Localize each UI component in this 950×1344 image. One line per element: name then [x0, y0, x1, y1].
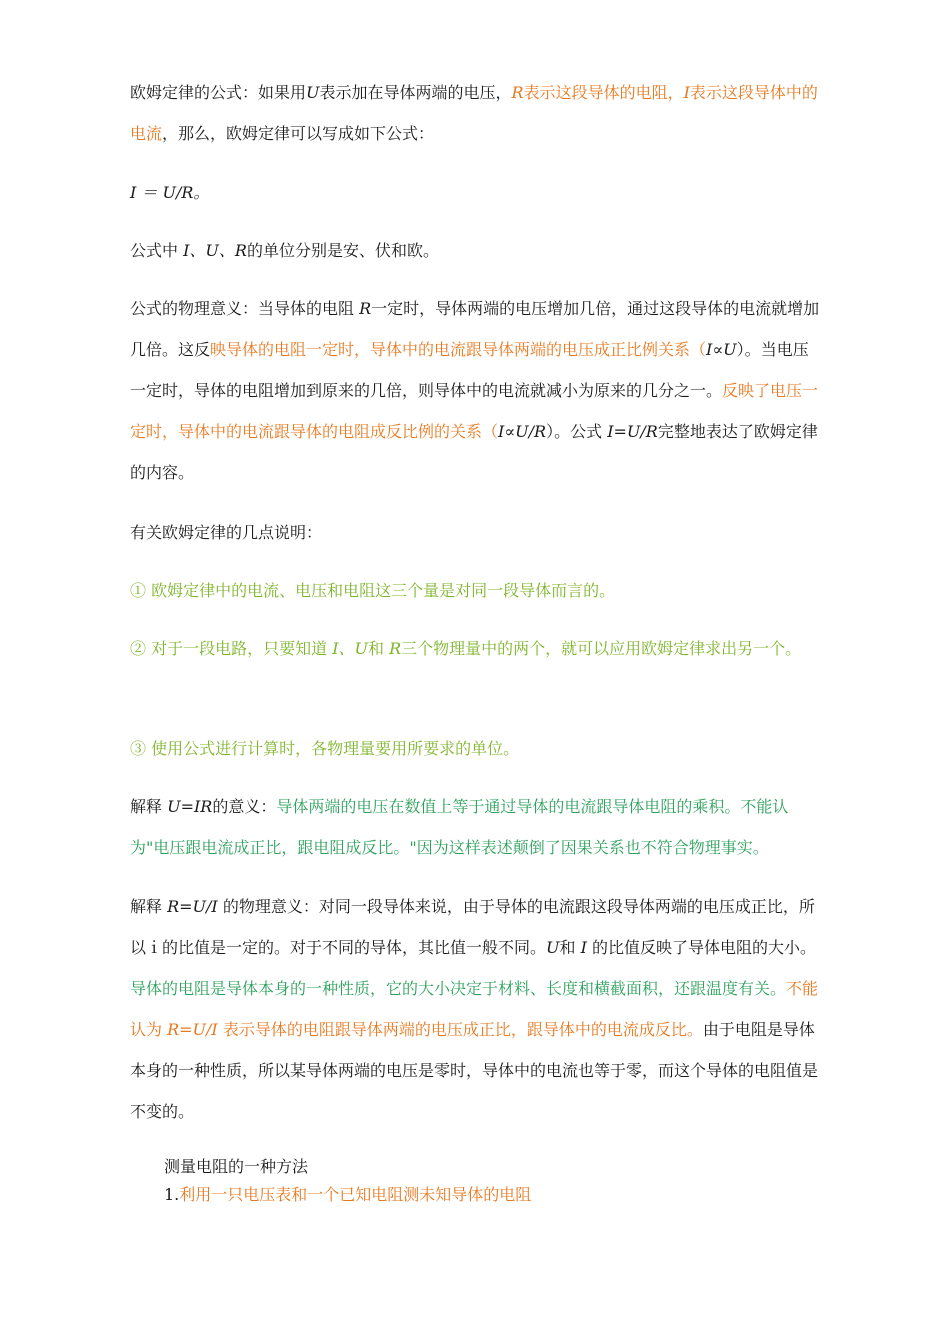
- method-item-1: 1.利用一只电压表和一个已知电阻测未知导体的电阻: [164, 1185, 532, 1204]
- explain-u-ir: 解释 U=IR的意义：导体两端的电压在数值上等于通过导体的电流跟导体电阻的乘积。不能认为"电压跟电流成正比，跟电阻成反比。"因为这样表述颠倒了因果关系也不符合物理事实。: [130, 797, 789, 857]
- explain-r-ui: 解释 R=U/I 的物理意义：对同一段导体来说，由于导体的电流跟这段导体两端的电压成正比，所以ｉ的比值是一定的。对于不同的导体，其比值一般不同。U和 I 的比值反映了导体电阻的大小。导体的电阻是导体本身的一种性质，它的大小决定于材料、长度和横截面积，还跟温度有关。不能认为 R=U/I 表示导体的电阻跟导体两端的电压成正比，跟导体中的电流成反比。由于电阻是导体本身的一种性质，所以某导体两端的电压是零时，导体中的电流也等于零，而这个导体的电阻值是不变的。: [130, 897, 819, 1121]
- note-2: ② 对于一段电路，只要知道 I、U和 R三个物理量中的两个，就可以应用欧姆定律求出另一个。: [130, 639, 802, 658]
- notes-title: 有关欧姆定律的几点说明：: [130, 523, 323, 542]
- method-title: 测量电阻的一种方法: [164, 1157, 309, 1176]
- physical-meaning-paragraph: 公式的物理意义：当导体的电阻 R一定时，导体两端的电压增加几倍，通过这段导体的电流就增加几倍。这反映导体的电阻一定时，导体中的电流跟导体两端的电压成正比例关系（I∝U）。当电压一定时，导体的电阻增加到原来的几倍，则导体中的电流就减小为原来的几分之一。反映了电压一定时，导体中的电流跟导体的电阻成反比例的关系（I∝U/R）。公式 I=U/R完整地表达了欧姆定律的内容。: [130, 299, 820, 482]
- ohm-formula-intro: 欧姆定律的公式：如果用U表示加在导体两端的电压，R表示这段导体的电阻，I表示这段导体中的电流，那么，欧姆定律可以写成如下公式：: [130, 83, 818, 143]
- ohm-formula: I ＝ U/R。: [130, 183, 210, 202]
- units-sentence: 公式中 I、U、R的单位分别是安、伏和欧。: [130, 241, 439, 260]
- note-3: ③ 使用公式进行计算时，各物理量要用所要求的单位。: [130, 739, 520, 758]
- note-1: ① 欧姆定律中的电流、电压和电阻这三个量是对同一段导体而言的。: [130, 581, 616, 600]
